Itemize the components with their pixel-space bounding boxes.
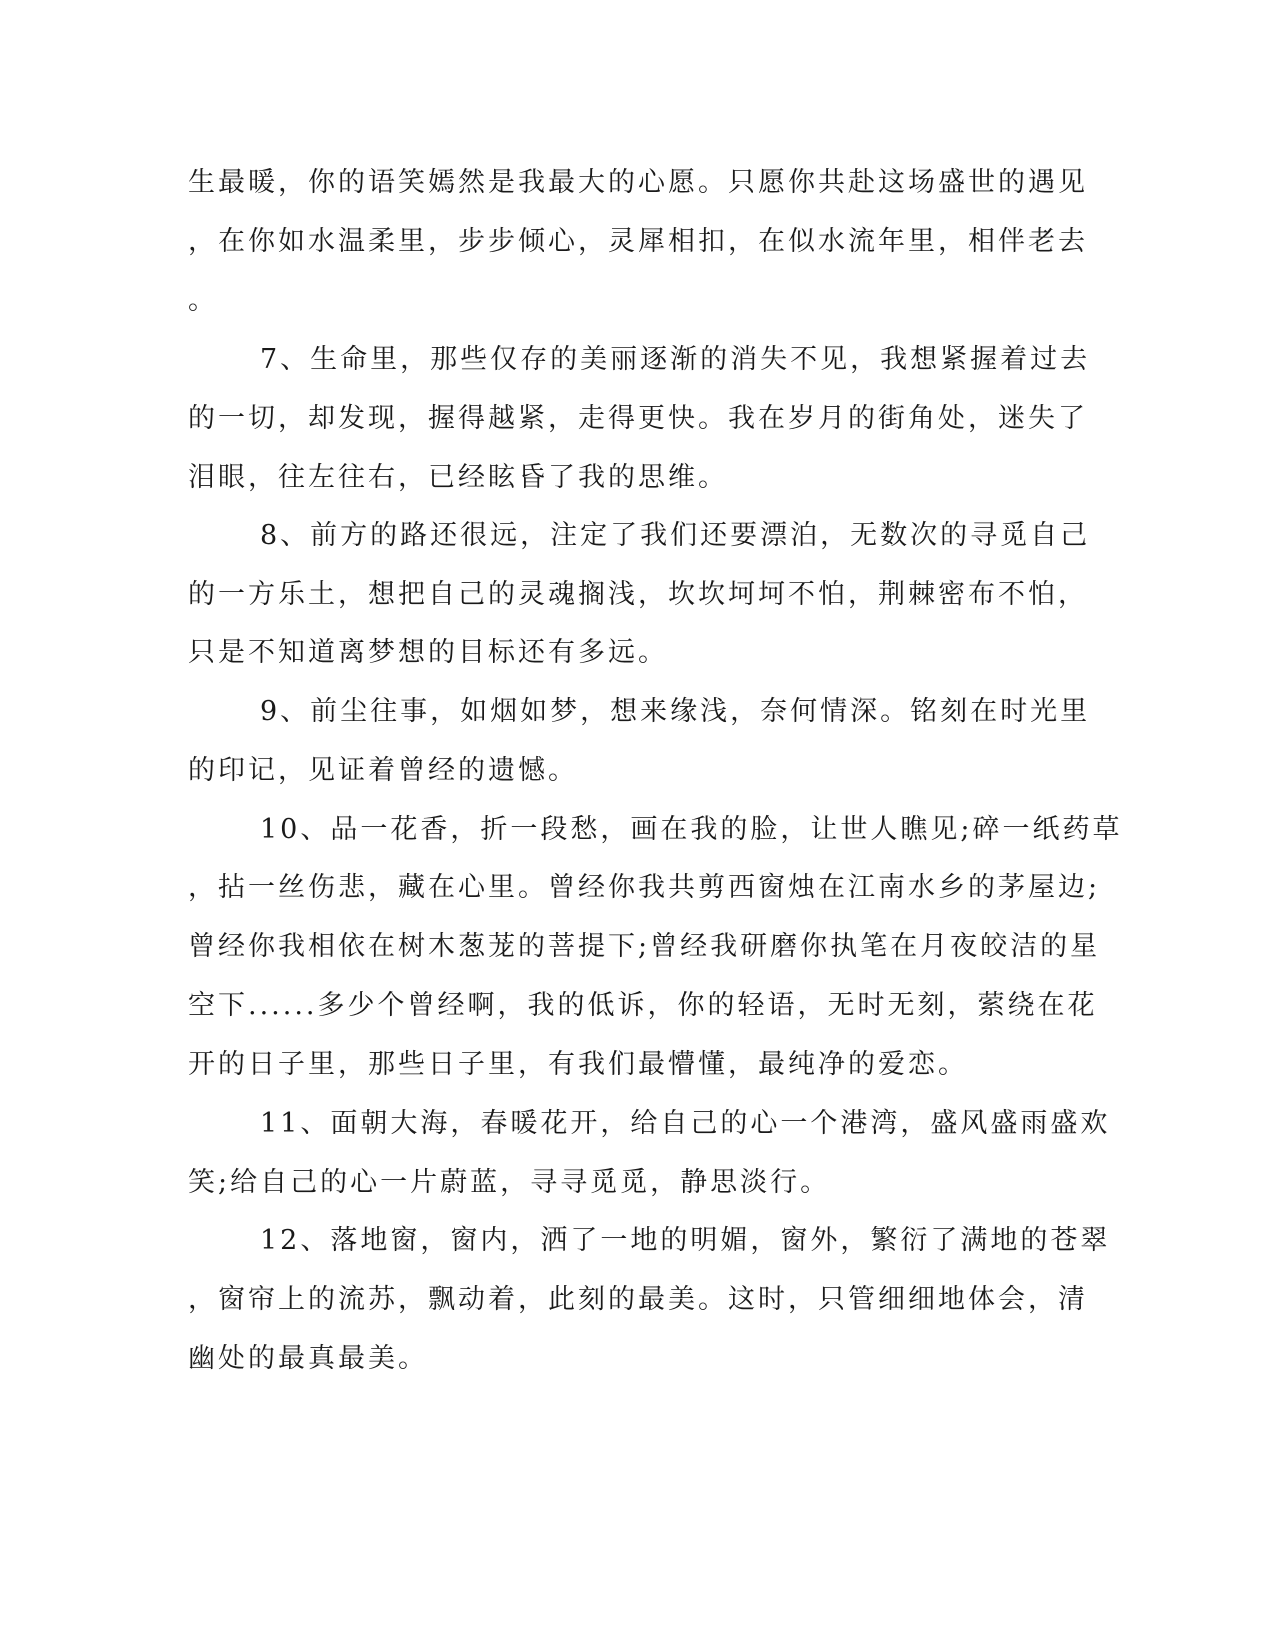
text-line: 的一切，却发现，握得越紧，走得更快。我在岁月的街角处，迷失了 <box>188 403 1088 434</box>
text-line: ，在你如水温柔里，步步倾心，灵犀相扣，在似水流年里，相伴老去 <box>188 226 1088 257</box>
paragraph-first-line: 9、前尘往事，如烟如梦，想来缘浅，奈何情深。铭刻在时光里 <box>260 696 1091 727</box>
paragraph-first-line: 10、品一花香，折一段愁，画在我的脸，让世人瞧见;碎一纸药草 <box>260 814 1123 845</box>
text-line: 开的日子里，那些日子里，有我们最懵懂，最纯净的爱恋。 <box>188 1049 968 1080</box>
paragraph-first-line: 12、落地窗，窗内，洒了一地的明媚，窗外，繁衍了满地的苍翠 <box>260 1225 1111 1256</box>
text-line: 空下......多少个曾经啊，我的低诉，你的轻语，无时无刻，萦绕在花 <box>188 990 1098 1021</box>
text-line: 生最暖，你的语笑嫣然是我最大的心愿。只愿你共赴这场盛世的遇见 <box>188 167 1088 198</box>
paragraph-first-line: 11、面朝大海，春暖花开，给自己的心一个港湾，盛风盛雨盛欢 <box>260 1108 1111 1139</box>
text-line: ，拈一丝伤悲，藏在心里。曾经你我共剪西窗烛在江南水乡的茅屋边; <box>188 872 1101 903</box>
text-line: 只是不知道离梦想的目标还有多远。 <box>188 637 668 668</box>
text-line: 笑;给自己的心一片蔚蓝，寻寻觅觅，静思淡行。 <box>188 1167 831 1198</box>
text-line: 。 <box>188 285 218 316</box>
text-line: 曾经你我相依在树木葱茏的菩提下;曾经我研磨你执笔在月夜皎洁的星 <box>188 931 1101 962</box>
paragraph-first-line: 8、前方的路还很远，注定了我们还要漂泊，无数次的寻觅自己 <box>260 520 1091 551</box>
paragraph-first-line: 7、生命里，那些仅存的美丽逐渐的消失不见，我想紧握着过去 <box>260 344 1091 375</box>
text-line: 的印记，见证着曾经的遗憾。 <box>188 755 578 786</box>
text-line: ，窗帘上的流苏，飘动着，此刻的最美。这时，只管细细地体会，清 <box>188 1284 1088 1315</box>
text-line: 幽处的最真最美。 <box>188 1343 428 1374</box>
text-line: 的一方乐土，想把自己的灵魂搁浅，坎坎坷坷不怕，荆棘密布不怕， <box>188 579 1088 610</box>
text-line: 泪眼，往左往右，已经眩昏了我的思维。 <box>188 462 728 493</box>
